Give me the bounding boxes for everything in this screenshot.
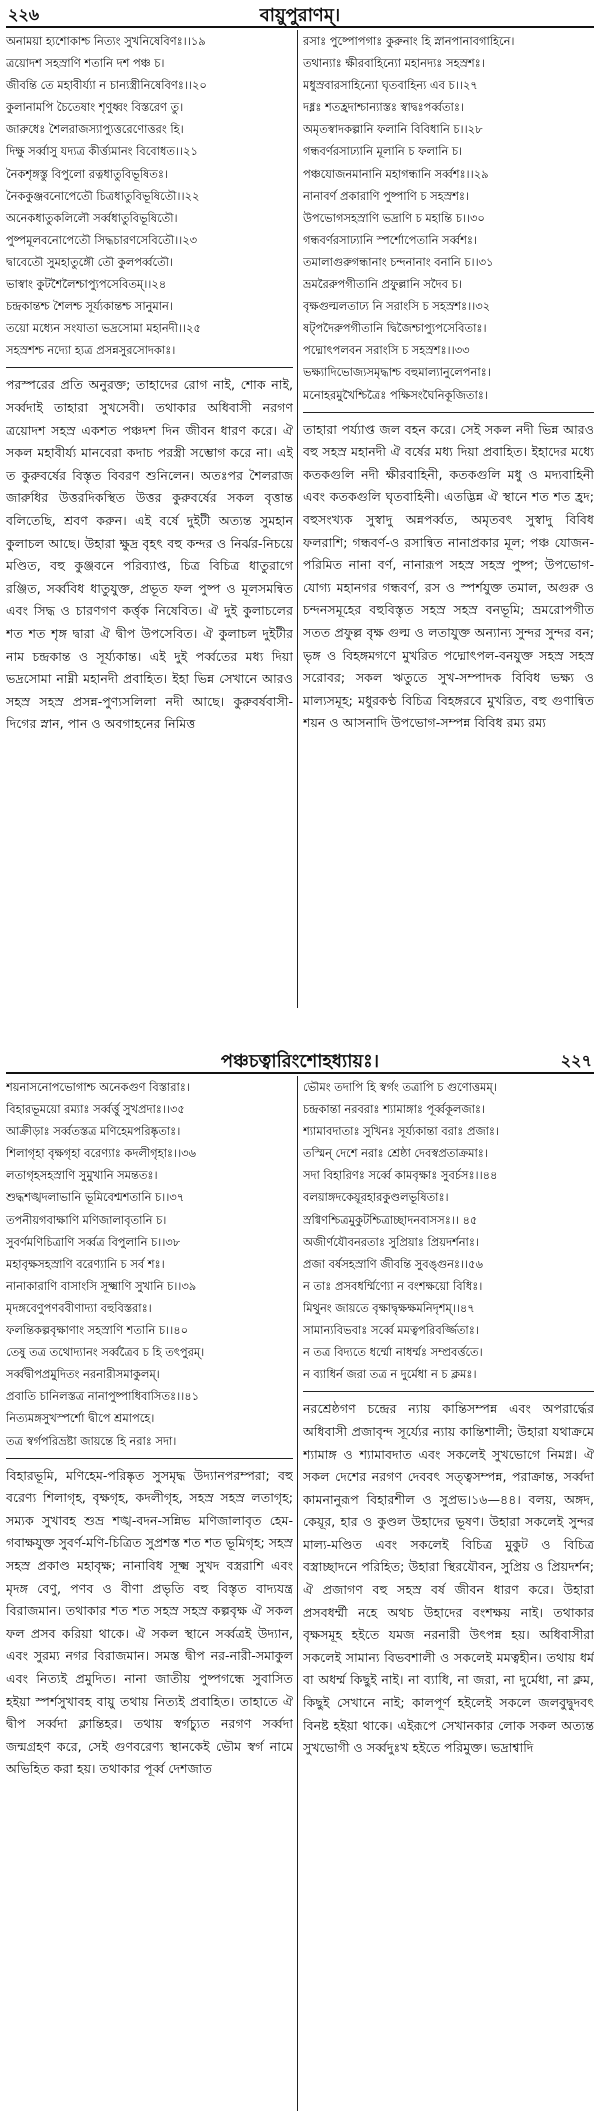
section-rule xyxy=(303,412,594,413)
section-rule xyxy=(303,1391,594,1392)
verse-line: দধ্নঃ শতহ্রদাশ্চান্যাস্তঃ স্বাদ্বঃপর্ব্বতাঃ। xyxy=(303,100,464,115)
verse-line: বৃক্ষগুল্মলতাঢ্য নি সরাংসি চ সহস্রশঃ।।৩২ xyxy=(303,299,491,314)
verse-line: অনেকধাতুকলিলৌ সর্ব্বধাতুবিভূষিতৌ। xyxy=(6,210,178,225)
verse-line: তথান্যাঃ ক্ষীরবাহিন্যো মহানদ্যঃ সহস্রশঃ। xyxy=(303,56,485,71)
bengali-translation xyxy=(303,419,594,735)
verse-line: তপনীয়গবাক্ষাণি মণিজালাবৃতানি চ। xyxy=(6,1212,167,1227)
verse-line: গন্ধবর্ণরসাঢ্যানি মূলানি চ ফলানি চ। xyxy=(303,144,463,159)
verse-line: শিলাগৃহা বৃক্ষগৃহা বরেণ্যাঃ কদলীগৃহাঃ।।৩৬ xyxy=(6,1146,196,1161)
verse-line: চন্দ্রকান্তা নরবরাঃ শ্যামাঙ্গাঃ পূর্ব্বকূলজাঃ। xyxy=(303,1102,486,1117)
verse-line: মহাবৃক্ষসহস্রাণি বরেণ্যানি চ সর্ব শঃ। xyxy=(6,1256,165,1271)
verse-line: শ্যামাবদাতাঃ সুখিনঃ সূর্য্যকান্তা বরাঃ প্রজাঃ। xyxy=(303,1124,500,1139)
verse-line: প্রজা বর্ষসহস্রাণি জীবন্তি সুবঙ্গুনঃ।।৫৬ xyxy=(303,1256,483,1271)
verse-line: মনোহরমুখৈশ্চিত্রৈঃ পক্ষিসংঘৈনিকূজিতাঃ। xyxy=(303,387,488,402)
verse-line: ষট্পদৈরুপগীতানি দ্বিজৈশ্চাপ্যুপসেবিতাঃ। xyxy=(303,321,487,336)
verse-line: নানাবর্ণ প্রকারাণি পুষ্পাণি চ সহস্রশঃ। xyxy=(303,188,469,203)
verse-line: পুষ্পমূলবনোপেতৌ সিদ্ধচারণসেবিতৌ।।২৩ xyxy=(6,232,198,247)
page-number: ২২৭ xyxy=(560,1051,592,1070)
sanskrit-verses xyxy=(6,1076,293,1452)
verse-line: জীবন্তি তে মহাবীর্য্যা ন চান্যস্ত্রীনিষেবিণঃ।।২০ xyxy=(6,78,207,93)
verse-line: রসাঃ পুষ্পোপগাঃ কুরুনাং হি স্নানপানাবগাহিনে। xyxy=(303,34,515,48)
verse-line: সামান্যবিভবাঃ সর্ব্বে মমত্বপরিবর্জ্জিতাঃ। xyxy=(303,1323,479,1338)
verse-line: ন তত্র বিদ্যতে ধর্ম্মো নাধর্ম্মঃ সম্প্রবর্ত্ততে। xyxy=(303,1345,483,1360)
bengali-translation xyxy=(6,1465,293,1781)
verse-line: নৈকশৃঙ্গস্তু বিপুলো রত্নধাতুবিভূষিতঃ। xyxy=(6,166,168,181)
right-column xyxy=(303,30,594,1008)
verse-line: গন্ধবর্ণরসাঢ্যানি স্পর্শোপেতানি সর্ব্বশঃ। xyxy=(303,232,478,247)
translation-paragraph: পরস্পরের প্রতি অনুরক্ত; তাহাদের রোগ নাই, শোক নাই, সর্ব্বদাই তাহারা সুখসেবী। তথাকার অধিবাসী নরগণ ত্রয়োদশ সহস্র একশত পঞ্চদশ দিন জীবন ধারণ করে। ঐ সকল মহাবীর্য্য মানবেরা কদাচ পরস্ত্রী সম্ভোগ করে না। এই ত কুরুবর্ষের বিস্তৃত বিবরণ শুনিলেন। অতঃপর শৈলরাজ জারুধির উত্তরদিকস্থিত উত্তর কুরুবর্ষের সকল বৃত্তান্ত বলিতেছি, শ্রবণ করুন। এই বর্ষে দুইটী অত্যন্ত সুমহান কুলাচল আছে। উহারা ক্ষুদ্র বৃহৎ বহু কন্দর ও নির্ঝর-নিচয়ে মণ্ডিত, বহু কুঞ্জবনে পরিব্যাপ্ত, চিত্র বিচিত্র ধাতুরাগে রঞ্জিত, সর্ব্ববিধ ধাতুযুক্ত, প্রভূত ফল পুষ্প ও মূলসমন্বিত এবং সিদ্ধ ও চারণগণ কর্ত্তৃক নিষেবিত। ঐ দুই কুলাচলের শত শত শৃঙ্গ দ্বারা ঐ দ্বীপ উপসেবিত। ঐ কুলাচল দুইটীর নাম চন্দ্রকান্ত ও সূর্য্যকান্ত। এই দুই পর্ব্বতের মধ্য দিয়া ভদ্রসোমা নাম্নী মহানদী প্রবাহিত। ইহা ভিন্ন সেখানে আরও সহস্র সহস্র প্রসন্ন-পুণ্যসলিলা নদী আছে। কুরুবর্ষবাসী-দিগের স্নান, পান ও অবগাহনের নিমিত্ত xyxy=(6,377,293,732)
bengali-translation xyxy=(6,374,293,736)
verse-line: বলয়াঙ্গদকেয়ূরহারকুণ্ডলভূষিতাঃ। xyxy=(303,1190,449,1205)
left-column xyxy=(6,30,293,1008)
verse-line: মিথুনং জায়তে বৃক্ষাদ্বৃক্ষক্ষমনিদৃশম্।।৪৭ xyxy=(303,1300,475,1315)
running-title: বায়ুপুরাণম্। xyxy=(259,5,341,26)
verse-line: দিক্ষু সর্ব্বাসু যদ্যত্র কীর্ত্ত্যমানং বিবোধত।।২১ xyxy=(6,144,198,159)
verse-line: নিত্যমঙ্গসুখস্পর্শো দ্বীপে শ্রমাপহে। xyxy=(6,1411,155,1426)
verse-line: প্রবাতি চানিলস্তত্র নানাপুষ্পাধিবাসিতঃ।।৪১ xyxy=(6,1389,200,1404)
verse-line: লতাগৃহসহস্রাণি সুমুখানি সমন্ততঃ। xyxy=(6,1168,158,1183)
page-header xyxy=(6,0,594,28)
column-divider xyxy=(297,1076,298,2111)
verse-line: সুবর্ণমণিচিত্রাণি সর্ব্বত্র বিপুলানি চ।।৩৮ xyxy=(6,1234,181,1249)
right-column xyxy=(303,1076,594,2111)
verse-line: আক্রীড়াঃ সর্ব্বতস্তত্র মণিহেমপরিষ্কৃতাঃ। xyxy=(6,1124,181,1139)
verse-line: ভাস্বাং কুটশৈলৈশ্চাপ্যুপসেবিতম্।।২৪ xyxy=(6,277,167,292)
verse-line: অমৃতস্বাদকল্পানি ফলানি বিবিধানি চ।।২৮ xyxy=(303,122,483,137)
sanskrit-verses xyxy=(6,30,293,361)
column-divider xyxy=(297,30,298,1008)
verse-line: শুদ্ধশঙ্খদলাভানি ভূমিবেশ্মশতানি চ।।৩৭ xyxy=(6,1190,185,1205)
verse-line: উপভোগসহস্রাণি ভদ্রাণি চ মহান্তি চ।।৩০ xyxy=(303,210,485,225)
verse-line: জারুধেঃ শৈলরাজস্যাপ্যুত্তরেণোত্তরং হি। xyxy=(6,122,184,137)
page-number: ২২৬ xyxy=(8,5,40,24)
verse-line: সহস্রশশ্চ নদ্যো হ্যত্র প্রসন্নসুরসোদকাঃ। xyxy=(6,343,176,358)
verse-line: পদ্মোৎপলবন সরাংসি চ সহস্রশঃ।।৩৩ xyxy=(303,343,470,358)
verse-line: শয়নাসনোপভোগাশ্চ অনেকগুণ বিস্তারাঃ। xyxy=(6,1080,190,1094)
verse-line: তয়ো মধ্যেন সংযাতা ভদ্রসোমা মহানদী।।২৫ xyxy=(6,321,201,336)
verse-line: ভৌমং তদাপি হি স্বর্গং তত্রাপি চ গুণোত্তমম্। xyxy=(303,1080,497,1094)
verse-line: ভ্রমরৈরুপগীতানি প্রফুল্লানি সদৈব চ। xyxy=(303,277,462,292)
verse-line: ভক্ষ্যাদিভোজ্যসমৃদ্ধাশ্চ বহুমাল্যানুলেপনাঃ। xyxy=(303,365,491,380)
verse-line: সদা বিহারিণঃ সর্ব্বে কামবৃক্ষাঃ সুবর্চসঃ।।৪৪ xyxy=(303,1168,498,1183)
sanskrit-verses xyxy=(303,30,594,406)
section-rule xyxy=(6,1458,293,1459)
page-226 xyxy=(0,0,600,1008)
verse-line: তমালাগুরুগন্ধানাং চন্দনানাং বনানি চ।।৩১ xyxy=(303,254,494,269)
verse-line: ফলন্তিকল্পবৃক্ষাণাং সহস্রাণি শতানি চ।।৪০ xyxy=(6,1323,188,1338)
two-column-body xyxy=(6,30,594,1008)
sanskrit-verses xyxy=(303,1076,594,1385)
verse-line: পঞ্চযোজনমানানি মহাগন্ধানি সর্ব্বশঃ।।২৯ xyxy=(303,166,489,181)
verse-line: ত্রয়োদশ সহস্রাণি শতানি দশ পঞ্চ চ। xyxy=(6,56,165,71)
left-column xyxy=(6,1076,293,2111)
verse-line: ন ব্যাধির্ন জরা তত্র ন দুর্মেধা ন চ ক্লমঃ। xyxy=(303,1367,477,1382)
section-rule xyxy=(6,367,293,368)
chapter-title: পঞ্চচত্বারিংশোহধ্যায়ঃ। xyxy=(220,1051,380,1072)
verse-line: কুলানামপি চৈতেষাং শৃণুধ্বং বিস্তরেণ তু। xyxy=(6,100,184,115)
verse-line: অজীর্ণযৌবনরতাঃ সুপ্রিয়াঃ প্রিয়দর্শনাঃ। xyxy=(303,1234,479,1249)
verse-line: ন তাঃ প্রসবধর্ম্মিণ্যো ন বংশক্ষয়ো বিধিঃ। xyxy=(303,1278,483,1293)
translation-paragraph: তাহারা পর্য্যাপ্ত জল বহন করে। সেই সকল নদী ভিন্ন আরও বহু সহস্র মহানদী ঐ বর্ষের মধ্য দিয়া প্রবাহিত। ইহাদের মধ্যে কতকগুলি নদী ক্ষীরবাহিনী, কতকগুলি মধু ও মদ্যবাহিনী এবং কতকগুলি ঘৃতবাহিনী। এতদ্ভিন্ন ঐ স্থানে শত শত হ্রদ; বহুসংখ্যক সুস্বাদু অন্নপর্ব্বত, অমৃতবৎ সুস্বাদু বিবিধ ফলরাশি; গন্ধবর্ণ-ও রসান্বিত নানাপ্রকার মূল; পঞ্চ যোজন-পরিমিত নানা বর্ণ, নানারূপ সহস্র সহস্র পুষ্প; উপভোগ-যোগ্য মহানগর গন্ধবর্ণ, রস ও স্পর্শযুক্ত তমাল, অগুরু ও চন্দনসমূহের বহুবিস্তৃত সহস্র সহস্র বনভূমি; ভ্রমরোপগীত সতত প্রফুল্ল বৃক্ষ গুল্ম ও লতাযুক্ত অন্যান্য সুন্দর সুন্দর বন; ভৃঙ্গ ও বিহঙ্গমগণে মুখরিত পদ্মোৎপল-বনযুক্ত সহস্র সহস্র সরোবর; সকল ঋতুতে সুখ-সম্পাদক বিবিধ ভক্ষ্য ও মাল্যসমূহ; মধুরকণ্ঠ বিচিত্র বিহঙ্গরবে মুখরিত, বহু গুণান্বিত শয়ন ও আসনাদি উপভোগ-সম্পন্ন বিবিধ রম্য রম্য xyxy=(303,421,594,731)
verse-line: তত্র স্বর্গপরিভ্রষ্টা জায়ন্তে হি নরাঃ সদা। xyxy=(6,1433,177,1448)
page-header xyxy=(6,1046,594,1074)
verse-line: মৃদঙ্গবেণুপণববীণাদ্যা বহুবিস্তরাঃ। xyxy=(6,1300,152,1315)
translation-paragraph: নরশ্রেষ্ঠগণ চন্দ্রের ন্যায় কান্তিসম্পন্ন এবং অপরার্দ্ধের অধিবাসী প্রজাবৃন্দ সূর্য্যের ন্যায় কান্তিশালী; উহারা যথাক্রমে শ্যামাঙ্গ ও শ্যামাবদাত এবং সকলেই সুখভোগে নিমগ্ন। ঐ সকল দেশের নরগণ দেববৎ সত্ত্বসম্পন্ন, পরাক্রান্ত, সর্ব্বদা কামনানুরূপ বিহারশীল ও সুপ্রভ।১৬—৪৪। বলয়, অঙ্গদ, কেয়ূর, হার ও কুণ্ডল উহাদের ভূষণ। উহারা সকলেই সুন্দর মাল্য-মণ্ডিত এবং সকলেই বিচিত্র মুকুট ও বিচিত্র বস্ত্রাচ্ছাদনে পরিহিত; উহারা স্থিরযৌবন, সুপ্রিয় ও প্রিয়দর্শন; ঐ প্রজাগণ বহু সহস্র বর্ষ জীবন ধারণ করে। উহারা প্রসবধর্ম্মী নহে অথচ উহাদের বংশক্ষয় নাই। তথাকার বৃক্ষসমূহ হইতে যমজ নরনারী উৎপন্ন হয়। অধিবাসীরা সকলেই সামান্য বিভবশালী ও সকলেই মমত্বহীন। তথায় ধর্ম বা অধর্ম্ম কিছুই নাই। না ব্যাধি, না জরা, না দুর্মেধা, না ক্লম, কিছুই সেখানে নাই; কালপূর্ণ হইলেই সকলে জলবুদ্বুদবৎ বিনষ্ট হইয়া থাকে। এইরূপে সেখানকার লোক সকল অত্যন্ত সুখভোগী ও সর্ব্বদুঃখ হইতে পরিমুক্ত। ভদ্রাশ্বাদি xyxy=(303,1401,594,1756)
verse-line: মধুস্রবারসাহিন্যো ঘৃতবাহিন্য এব চ।।২৭ xyxy=(303,78,478,93)
verse-line: বিহারভূময়ো রম্যাঃ সর্ব্বর্ত্তু সুখপ্রদাঃ।।৩৫ xyxy=(6,1102,185,1117)
verse-line: অনাময়া হ্যশোকাশ্চ নিত্যং সুখনিষেবিণঃ।।১৯ xyxy=(6,34,206,48)
page-227 xyxy=(0,1046,600,2111)
verse-line: নানাকারাণি বাসাংসি সূক্ষ্মাণি সুখানি চ।।৩৯ xyxy=(6,1278,197,1293)
verse-line: চন্দ্রকান্তশ্চ শৈলশ্চ সূর্য্যকান্তশ্চ সানুমান। xyxy=(6,299,173,314)
verse-line: দ্বাবেতৌ সুমহাতুঙ্গৌ তৌ কুলপর্ব্বতৌ। xyxy=(6,254,173,269)
verse-line: নৈককুঞ্জবনোপেতৌ চিত্রধাতুবিভূষিতৌ।।২২ xyxy=(6,188,200,203)
verse-line: স্রগ্বিণশ্চিত্রমুকুটশ্চিত্রাচ্ছাদনবাসসঃ।। ৪৫ xyxy=(303,1212,478,1227)
verse-line: তস্মিন্ দেশে নরাঃ শ্রেষ্ঠা দেবস্বপ্রতাক্রমাঃ। xyxy=(303,1146,488,1161)
verse-line: তেষু তত্র তথোদ্যানং সর্ব্বত্রৈব চ হি তৎপুরম্। xyxy=(6,1345,205,1360)
bengali-translation xyxy=(303,1398,594,1760)
verse-line: সর্ব্বদ্বীপপ্রমুদিতং নরনারীসমাকুলম্। xyxy=(6,1367,160,1382)
two-column-body xyxy=(6,1076,594,2111)
translation-paragraph: বিহারভূমি, মণিহেম-পরিষ্কৃত সুসমৃদ্ধ উদ্যানপরম্পরা; বহু বরেণ্য শিলাগৃহ, বৃক্ষগৃহ, কদলীগৃহ, সহস্র সহস্র লতাগৃহ; সম্যক সুখাবহ শুভ্র শঙ্খ-বদন-সন্নিভ মণিজালাবৃত হেম-গবাক্ষযুক্ত সুবর্ণ-মণি-চিত্রিত সুপ্রশস্ত শত শত ভূমিগৃহ; সহস্র সহস্র প্রকাণ্ড মহাবৃক্ষ; নানাবিধ সূক্ষ্ম সুখদ বস্ত্ররাশি এবং মৃদঙ্গ বেণু, পণব ও বীণা প্রভৃতি বহু বিস্তৃত বাদ্যযন্ত্র বিরাজমান। তথাকার শত শত সহস্র সহস্র কল্পবৃক্ষ ঐ সকল ফল প্রসব করিয়া থাকে। ঐ সকল স্থানে সর্ব্বত্রই উদ্যান, এবং সুরম্য নগর বিরাজমান। সমস্ত দ্বীপ নর-নারী-সমাকুল এবং নিত্যই প্রমুদিত। নানা জাতীয় পুষ্পগন্ধে সুবাসিত হইয়া স্পর্শসুখাবহ বায়ু তথায় নিত্যই প্রবাহিত। তাহাতে ঐ দ্বীপ সর্ব্বদা ক্লান্তিহর। তথায় স্বর্গচ্যুত নরগণ সর্ব্বদা জন্মগ্রহণ করে, সেই গুণবরেণ্য স্থানকেই ভৌম স্বর্গ নামে অভিহিত করা হয়। তথাকার পূর্ব্ব দেশজাত xyxy=(6,1467,293,1777)
